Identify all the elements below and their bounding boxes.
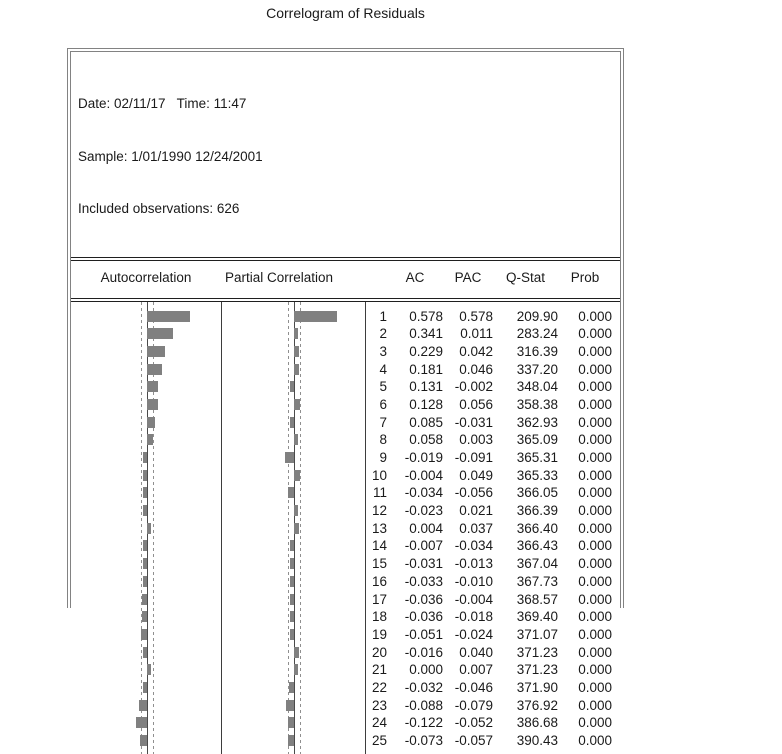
prob-cell: 0.000 (578, 609, 612, 625)
ac-cell: -0.033 (404, 573, 443, 589)
ac-cell: 0.341 (409, 326, 443, 342)
lag-cell: 4 (379, 361, 387, 377)
ac-bar (147, 664, 151, 675)
lag-cell: 2 (379, 326, 387, 342)
column-header-partial-correlation: Partial Correlation (224, 269, 334, 285)
prob-cell: 0.000 (578, 379, 612, 395)
prob-cell: 0.000 (578, 326, 612, 342)
lag-cell: 12 (371, 503, 387, 519)
lag-cell: 5 (379, 379, 387, 395)
pac-bar (294, 328, 298, 339)
ac-cell: 0.128 (409, 396, 443, 412)
ac-cell: -0.031 (404, 556, 443, 572)
info-sample: Sample: 1/01/1990 12/24/2001 (78, 148, 263, 164)
lag-cell: 24 (371, 715, 387, 731)
ac-bar (147, 328, 173, 339)
ac-cell: -0.088 (404, 697, 443, 713)
ac-cell: 0.085 (409, 414, 443, 430)
lag-cell: 6 (379, 396, 387, 412)
q-stat-cell: 348.04 (516, 379, 558, 395)
prob-cell: 0.000 (578, 538, 612, 554)
pac-cell: -0.018 (454, 609, 493, 625)
pac-bar (294, 364, 299, 375)
prob-cell: 0.000 (578, 343, 612, 359)
pac-cell: -0.052 (454, 715, 493, 731)
prob-cell: 0.000 (578, 715, 612, 731)
ac-cell: 0.000 (409, 662, 443, 678)
ac-cell: -0.032 (404, 679, 443, 695)
ac-bar (136, 717, 147, 728)
ac-cell: 0.004 (409, 520, 443, 536)
lag-cell: 7 (379, 414, 387, 430)
q-stat-cell: 390.43 (516, 733, 558, 748)
lag-cell: 22 (371, 679, 387, 695)
pac-bar (286, 700, 294, 711)
row-numeric-cells (366, 697, 612, 715)
lag-cell: 11 (372, 485, 387, 501)
ac-cell: 0.229 (409, 343, 443, 359)
prob-cell: 0.000 (578, 450, 612, 465)
pac-cell: 0.007 (459, 662, 493, 678)
pac-cell: 0.042 (459, 343, 493, 359)
ac-bar (147, 523, 151, 534)
prob-cell: 0.000 (578, 520, 612, 536)
pac-cell: -0.013 (454, 556, 493, 572)
q-stat-cell: 362.93 (516, 414, 558, 430)
lag-cell: 16 (371, 573, 387, 589)
panel-divider-1 (221, 302, 222, 754)
lag-cell: 13 (371, 520, 387, 536)
q-stat-cell: 386.68 (516, 715, 558, 731)
row-numeric-cells (366, 661, 612, 679)
ac-bar (143, 470, 147, 481)
pac-bar (290, 558, 294, 569)
pac-cell: -0.002 (454, 379, 493, 395)
prob-cell: 0.000 (578, 626, 612, 642)
row-numeric-cells (366, 591, 612, 609)
q-stat-cell: 366.43 (516, 538, 558, 554)
q-stat-cell: 337.20 (516, 361, 558, 377)
pac-cell: 0.056 (459, 396, 493, 412)
row-numeric-cells (366, 484, 612, 502)
row-numeric-cells (366, 449, 612, 467)
prob-cell: 0.000 (578, 556, 612, 572)
pac-bar (288, 717, 294, 728)
lag-cell: 3 (379, 343, 387, 359)
ac-bar (143, 682, 147, 693)
correlogram-table-inner (70, 51, 621, 748)
lag-cell: 14 (371, 538, 387, 554)
pac-bar (294, 399, 300, 410)
pac-bar (294, 434, 298, 445)
ac-bar (143, 647, 147, 658)
ac-cell: -0.023 (404, 503, 443, 519)
prob-cell: 0.000 (578, 733, 612, 748)
lag-cell: 19 (371, 626, 387, 642)
ac-bar (147, 399, 158, 410)
lag-cell: 9 (379, 450, 387, 465)
ac-bar (142, 594, 147, 605)
row-numeric-cells (366, 573, 612, 591)
prob-cell: 0.000 (578, 485, 612, 501)
q-stat-cell: 367.04 (516, 556, 558, 572)
pac-bar (294, 470, 300, 481)
pac-cell: -0.046 (454, 679, 493, 695)
pac-cell: 0.021 (459, 503, 493, 519)
pac-bar (288, 487, 294, 498)
ac-bar (143, 505, 147, 516)
ac-cell: -0.034 (404, 485, 443, 501)
prob-cell: 0.000 (578, 308, 612, 324)
ac-bar (139, 700, 147, 711)
ac-cell: -0.036 (404, 609, 443, 625)
lag-cell: 23 (371, 697, 387, 713)
q-stat-cell: 316.39 (516, 343, 558, 359)
q-stat-cell: 369.40 (516, 609, 558, 625)
pac-cell: -0.010 (454, 573, 493, 589)
ac-bar (141, 629, 147, 640)
ac-bar (147, 434, 153, 445)
pac-bar (290, 576, 294, 587)
ac-cell: -0.004 (404, 467, 443, 483)
q-stat-cell: 283.24 (516, 326, 558, 342)
ac-bar (143, 452, 147, 463)
pac-bar (290, 594, 294, 605)
ac-cell: -0.016 (404, 644, 443, 660)
q-stat-cell: 371.07 (516, 626, 558, 642)
pac-bar (290, 540, 294, 551)
row-numeric-cells (366, 608, 612, 626)
row-numeric-cells (366, 325, 612, 343)
lag-cell: 8 (379, 432, 387, 448)
ac-cell: 0.578 (409, 308, 443, 324)
ac-cell: -0.007 (404, 538, 443, 554)
lag-cell: 21 (371, 662, 387, 678)
ac-cell: -0.051 (404, 626, 443, 642)
row-numeric-cells (366, 520, 612, 538)
q-stat-cell: 366.05 (516, 485, 558, 501)
row-numeric-cells (366, 431, 612, 449)
pac-cell: 0.003 (459, 432, 493, 448)
lag-cell: 15 (371, 556, 387, 572)
q-stat-cell: 368.57 (516, 591, 558, 607)
pac-bar (285, 452, 294, 463)
correlogram-data-area (71, 302, 620, 754)
info-observations: Included observations: 626 (78, 201, 240, 216)
q-stat-cell: 371.90 (516, 679, 558, 695)
prob-cell: 0.000 (578, 467, 612, 483)
pac-cell: -0.034 (454, 538, 493, 554)
ac-bar (140, 735, 147, 746)
pac-cell: -0.031 (454, 414, 493, 430)
prob-cell: 0.000 (578, 432, 612, 448)
ac-bar (143, 558, 147, 569)
ac-cell: -0.019 (404, 450, 443, 465)
lag-cell: 25 (371, 733, 387, 748)
table-info-block (71, 52, 620, 253)
pac-cell: 0.040 (459, 644, 493, 660)
row-numeric-cells (366, 343, 612, 361)
ac-bar (142, 611, 147, 622)
info-date-time: Date: 02/11/17 Time: 11:47 (78, 96, 247, 111)
prob-cell: 0.000 (578, 679, 612, 695)
pac-bar (290, 629, 294, 640)
column-header-ac: AC (405, 269, 425, 285)
q-stat-cell: 371.23 (516, 662, 558, 678)
pac-cell: -0.056 (454, 485, 493, 501)
ac-bar (147, 381, 158, 392)
column-header-autocorrelation: Autocorrelation (100, 269, 192, 285)
pac-cell: -0.057 (454, 733, 493, 748)
row-numeric-cells (366, 537, 612, 555)
row-numeric-cells (366, 732, 612, 750)
row-numeric-cells (366, 308, 612, 326)
pac-bar (294, 505, 298, 516)
row-numeric-cells (366, 555, 612, 573)
prob-cell: 0.000 (578, 662, 612, 678)
row-numeric-cells (366, 679, 612, 697)
row-numeric-cells (366, 626, 612, 644)
lag-cell: 17 (371, 591, 387, 607)
column-header-prob: Prob (570, 269, 600, 285)
prob-cell: 0.000 (578, 503, 612, 519)
ac-bar (143, 540, 147, 551)
pac-cell: -0.004 (454, 591, 493, 607)
pac-bar (294, 647, 299, 658)
pac-bar (294, 311, 337, 322)
q-stat-cell: 365.31 (516, 450, 558, 465)
prob-cell: 0.000 (578, 697, 612, 713)
pac-band-right-dashed-line (300, 302, 301, 754)
lag-cell: 10 (371, 467, 387, 483)
correlogram-table (67, 48, 624, 748)
row-numeric-cells (366, 502, 612, 520)
q-stat-cell: 358.38 (516, 396, 558, 412)
pac-bar (290, 381, 294, 392)
ac-cell: 0.181 (409, 361, 443, 377)
ac-cell: -0.073 (404, 733, 443, 748)
pac-bar (290, 417, 294, 428)
column-header-lag (366, 270, 387, 285)
prob-cell: 0.000 (578, 361, 612, 377)
page-title: Correlogram of Residuals (266, 5, 425, 21)
pac-cell: 0.046 (459, 361, 493, 377)
prob-cell: 0.000 (578, 573, 612, 589)
ac-cell: 0.131 (409, 379, 443, 395)
ac-cell: -0.122 (404, 715, 443, 731)
column-header-q-stat: Q-Stat (505, 269, 545, 285)
row-numeric-cells (366, 714, 612, 732)
q-stat-cell: 366.40 (516, 520, 558, 536)
q-stat-cell: 366.39 (516, 503, 558, 519)
ac-bar (143, 576, 147, 587)
pac-cell: 0.037 (459, 520, 493, 536)
prob-cell: 0.000 (578, 644, 612, 660)
numeric-column-headers (366, 270, 612, 285)
ac-bar (147, 417, 155, 428)
column-header-pac: PAC (454, 269, 482, 285)
pac-cell: -0.091 (454, 450, 493, 465)
ac-bar (147, 346, 165, 357)
ac-bar (147, 364, 162, 375)
ac-cell: 0.058 (409, 432, 443, 448)
row-numeric-cells (366, 467, 612, 485)
lag-cell: 1 (379, 308, 387, 324)
pac-bar (289, 682, 294, 693)
row-numeric-cells (366, 644, 612, 662)
prob-cell: 0.000 (578, 396, 612, 412)
pac-cell: -0.024 (454, 626, 493, 642)
pac-bar (294, 346, 299, 357)
pac-cell: 0.578 (459, 308, 493, 324)
prob-cell: 0.000 (578, 591, 612, 607)
row-numeric-cells (366, 396, 612, 414)
q-stat-cell: 209.90 (516, 308, 558, 324)
row-numeric-cells (366, 361, 612, 379)
pac-cell: 0.011 (460, 326, 493, 342)
q-stat-cell: 365.33 (516, 467, 558, 483)
ac-cell: -0.036 (404, 591, 443, 607)
pac-bar (288, 735, 294, 746)
row-numeric-cells (366, 414, 612, 432)
pac-bar (294, 523, 299, 534)
pac-cell: 0.049 (459, 467, 493, 483)
prob-cell: 0.000 (578, 414, 612, 430)
q-stat-cell: 376.92 (516, 697, 558, 713)
ac-bar (143, 487, 147, 498)
pac-cell: -0.079 (454, 697, 493, 713)
pac-bar (290, 611, 294, 622)
lag-cell: 20 (371, 644, 387, 660)
q-stat-cell: 365.09 (516, 432, 558, 448)
ac-band-left-dashed-line (141, 302, 142, 754)
ac-bar (147, 311, 190, 322)
q-stat-cell: 371.23 (516, 644, 558, 660)
column-header-row (71, 261, 620, 294)
lag-cell: 18 (371, 609, 387, 625)
pac-bar (294, 664, 298, 675)
q-stat-cell: 367.73 (516, 573, 558, 589)
row-numeric-cells (366, 378, 612, 396)
